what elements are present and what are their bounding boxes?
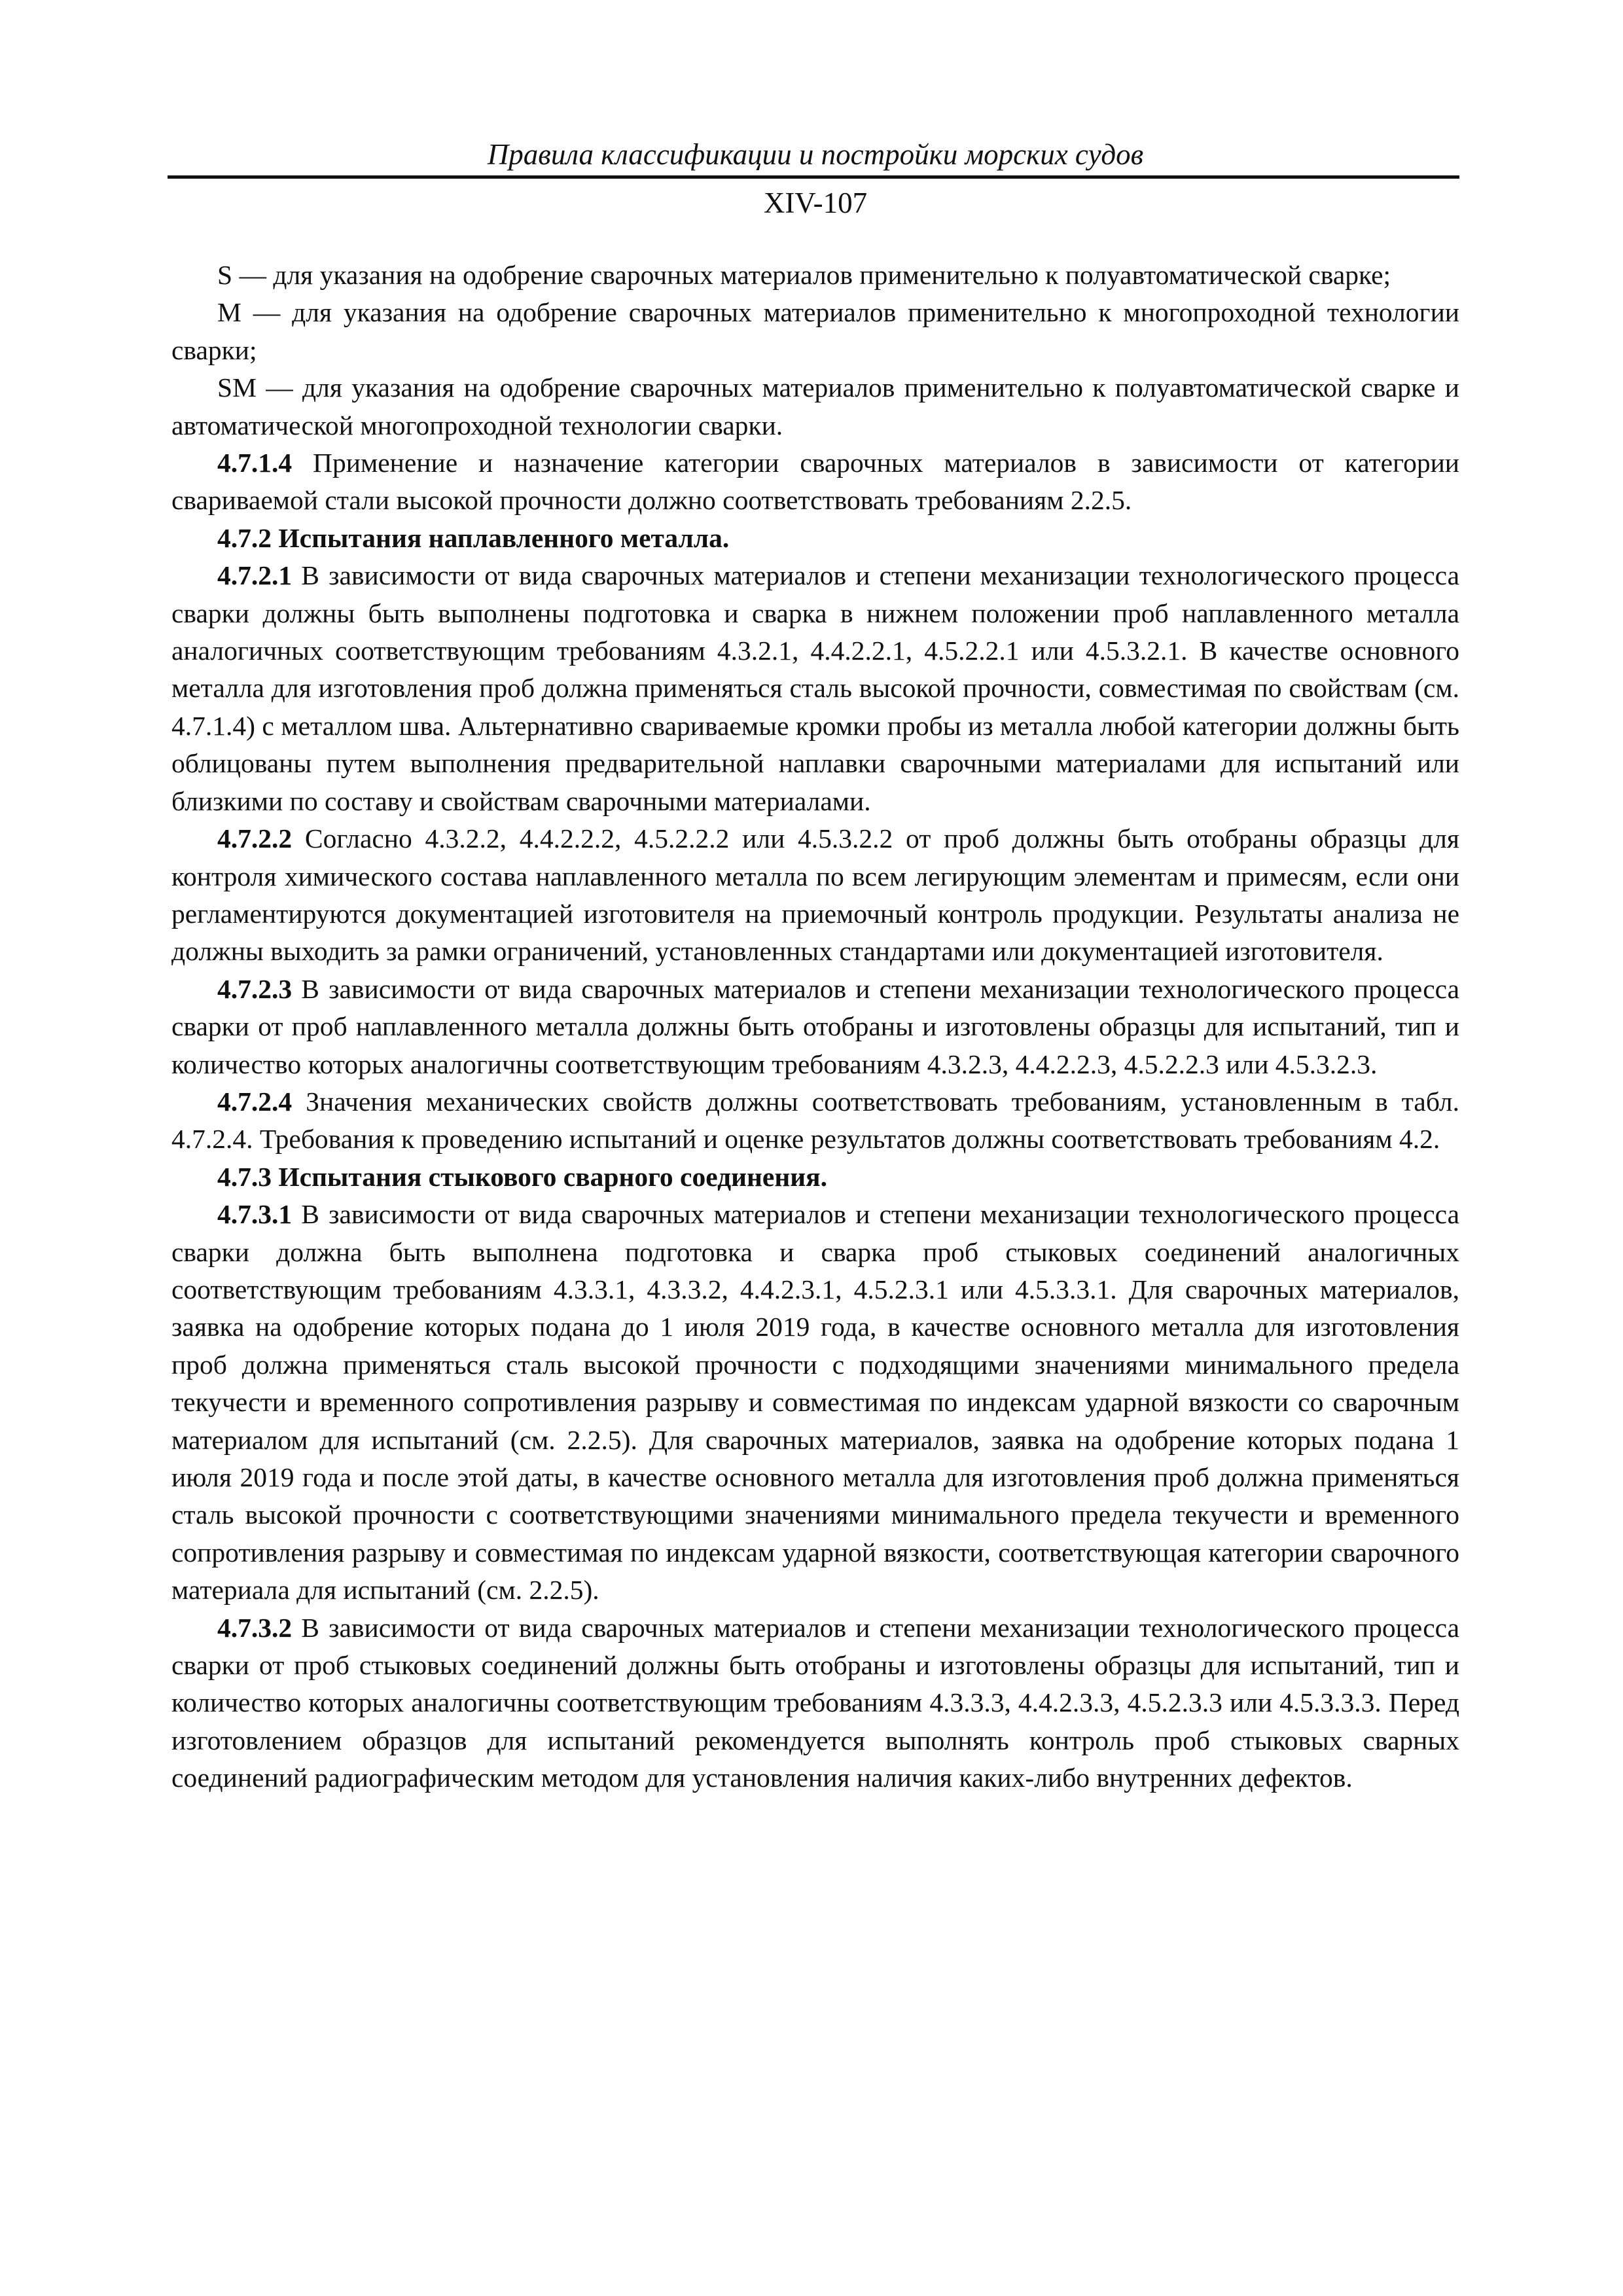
section-heading-4-7-3	[171, 1158, 1459, 1196]
header-rule	[168, 175, 1459, 179]
paragraph-text: В зависимости от вида сварочных материалов и степени механизации технологического процесса сварки должны быть выполнены подготовка и сварка в нижнем положении проб наплавленного металла аналогичных соответствующим требованиям 4.3.2.1, 4.4.2.2.1, 4.5.2.2.1 или 4.5.3.2.1. В качестве основного металла для изготовления проб должна применяться сталь высокой прочности, совместимая по свойствам (см. 4.7.1.4) с металлом шва. Альтернативно свариваемые кромки пробы из металла любой категории должны быть облицованы путем выполнения предварительной наплавки сварочными материалами для испытаний или близкими по составу и свойствам сварочными материалами.	[171, 560, 1459, 816]
paragraph-4-7-2-2	[171, 820, 1459, 971]
paragraph-designation-s	[171, 257, 1459, 294]
paragraph-4-7-3-1	[171, 1196, 1459, 1609]
paragraph-4-7-3-2	[171, 1609, 1459, 1797]
clause-number: 4.7.3.1	[217, 1199, 293, 1230]
paragraph-text: В зависимости от вида сварочных материалов и степени механизации технологического процесса сварки от проб стыковых соединений должны быть отобраны и изготовлены образцы для испытаний, тип и количество которых аналогичны соответствующим требованиям 4.3.3.3, 4.4.2.3.3, 4.5.2.3.3 или 4.5.3.3.3. Перед изготовлением образцов для испытаний рекомендуется выполнять контроль проб стыковых сварных соединений радиографическим методом для установления наличия каких-либо внутренних дефектов.	[171, 1612, 1459, 1793]
document-body	[171, 257, 1459, 1797]
paragraph-designation-sm	[171, 369, 1459, 444]
paragraph-4-7-2-3	[171, 971, 1459, 1083]
clause-number: 4.7.2.1	[217, 560, 293, 591]
clause-number: 4.7.1.4	[217, 448, 293, 478]
paragraph-4-7-2-4	[171, 1083, 1459, 1158]
paragraph-text: В зависимости от вида сварочных материалов и степени механизации технологического процесса сварки должна быть выполнена подготовка и сварка проб стыковых соединений аналогичных соответствующим требованиям 4.3.3.1, 4.3.3.2, 4.4.2.3.1, 4.5.2.3.1 или 4.5.3.3.1. Для сварочных материалов, заявка на одобрение которых подана до 1 июля 2019 года, в качестве основного металла для изготовления проб должна применяться сталь высокой прочности с подходящими значениями минимального предела текучести и временного сопротивления разрыву и совместимая по индексам ударной вязкости со сварочным материалом для испытаний (см. 2.2.5). Для сварочных материалов, заявка на одобрение которых подана 1 июля 2019 года и после этой даты, в качестве основного металла для изготовления проб должна применяться сталь высокой прочности с соответствующими значениями минимального предела текучести и временного сопротивления разрыву и совместимая по индексам ударной вязкости, соответствующая категории сварочного материала для испытаний (см. 2.2.5).	[171, 1199, 1459, 1605]
clause-number: 4.7.2.3	[217, 973, 293, 1004]
section-heading-text: 4.7.2 Испытания наплавленного металла.	[217, 522, 730, 553]
paragraph-text: В зависимости от вида сварочных материалов и степени механизации технологического процесса сварки от проб наплавленного металла должны быть отобраны и изготовлены образцы для испытаний, тип и количество которых аналогичны соответствующим требованиям 4.3.2.3, 4.4.2.2.3, 4.5.2.2.3 или 4.5.3.2.3.	[171, 973, 1459, 1079]
clause-number: 4.7.2.2	[217, 823, 293, 854]
paragraph-text: M — для указания на одобрение сварочных материалов применительно к многопроходной технологии сварки;	[171, 297, 1459, 365]
section-heading-text: 4.7.3 Испытания стыкового сварного соединения.	[217, 1161, 827, 1192]
paragraph-text: S — для указания на одобрение сварочных материалов применительно к полуавтоматической сварке;	[217, 260, 1391, 290]
section-heading-4-7-2	[171, 520, 1459, 557]
paragraph-text: SM — для указания на одобрение сварочных материалов применительно к полуавтоматической сварке и автоматической многопроходной технологии сварки.	[171, 372, 1459, 440]
paragraph-text: Согласно 4.3.2.2, 4.4.2.2.2, 4.5.2.2.2 или 4.5.3.2.2 от проб должны быть отобраны образцы для контроля химического состава наплавленного металла по всем легирующим элементам и примесям, если они регламентируются документацией изготовителя на приемочный контроль продукции. Результаты анализа не должны выходить за рамки ограничений, установленных стандартами или документацией изготовителя.	[171, 823, 1459, 967]
running-title: Правила классификации и постройки морских судов	[487, 138, 1144, 171]
page-number: XIV-107	[763, 187, 868, 219]
paragraph-4-7-2-1	[171, 557, 1459, 820]
paragraph-designation-m	[171, 294, 1459, 369]
clause-number: 4.7.2.4	[217, 1086, 293, 1117]
paragraph-4-7-1-4	[171, 444, 1459, 520]
paragraph-text: Значения механических свойств должны соответствовать требованиям, установленным в табл. 4.7.2.4. Требования к проведению испытаний и оценке результатов должны соответствовать требованиям 4.2.	[171, 1086, 1459, 1155]
paragraph-text: Применение и назначение категории сварочных материалов в зависимости от категории свариваемой стали высокой прочности должно соответствовать требованиям 2.2.5.	[171, 448, 1459, 516]
clause-number: 4.7.3.2	[217, 1612, 293, 1643]
